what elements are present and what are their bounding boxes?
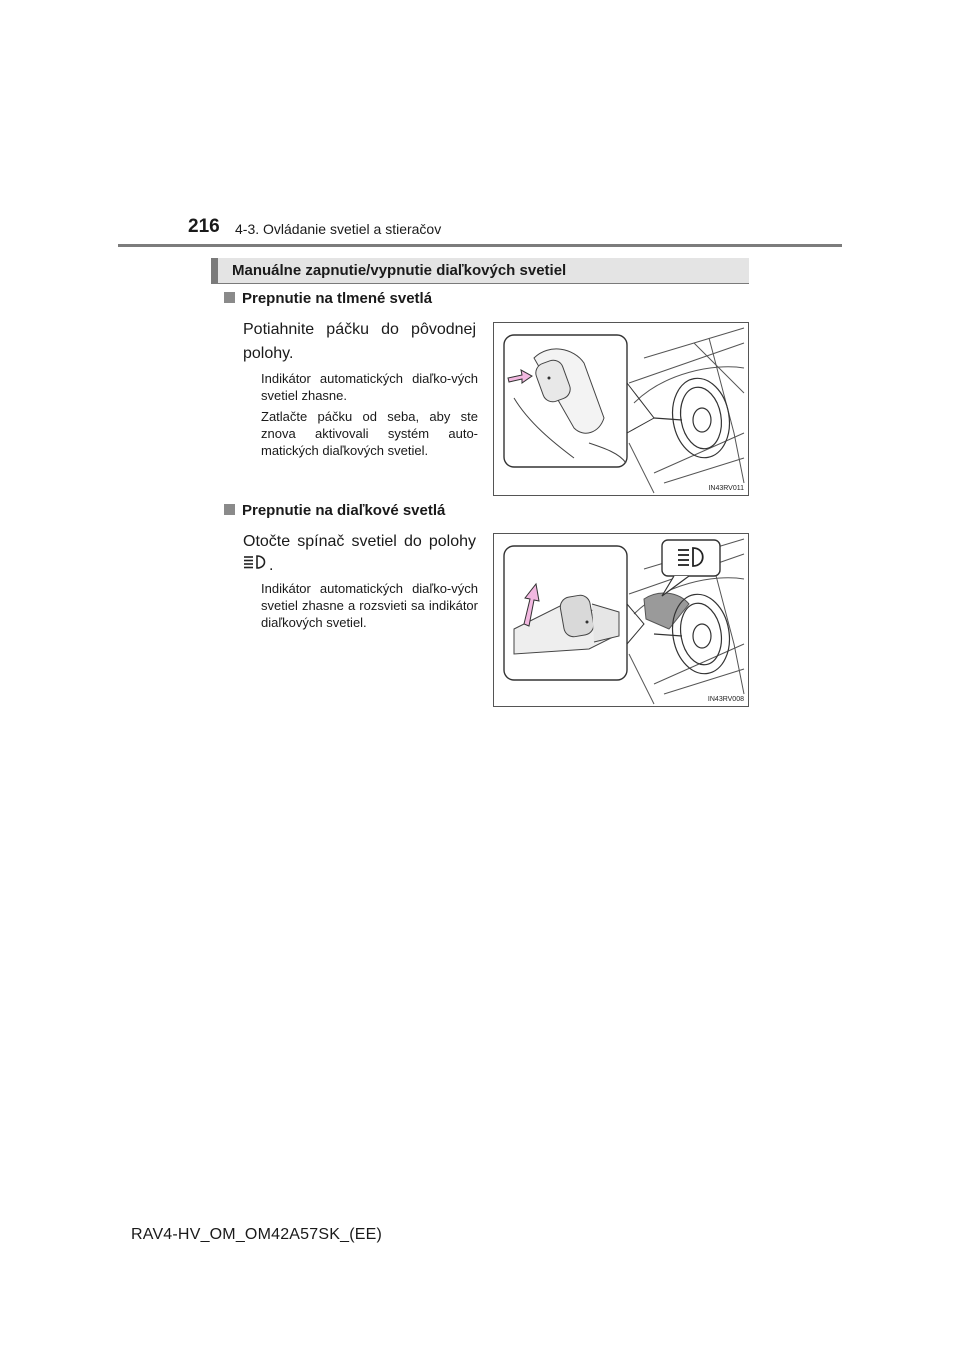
chapter-title: 4-3. Ovládanie svetiel a stieračov — [235, 221, 442, 237]
lead-text-high-beam — [243, 530, 476, 578]
figure-code: IN43RV011 — [708, 485, 744, 492]
subheading-text: Prepnutie na tlmené svetlá — [242, 290, 433, 307]
figure-code: IN43RV008 — [707, 696, 744, 703]
lead-text-period: . — [269, 557, 274, 575]
section-banner — [211, 258, 749, 284]
subheading-low-beam — [224, 290, 432, 307]
page-number: 216 — [188, 216, 220, 237]
note-3: Indikátor automatických diaľko-vých svetiel zhasne a rozsvieti sa indikátor diaľkových svetiel. — [261, 581, 478, 630]
footer-code: RAV4-HV_OM_OM42A57SK_(EE) — [131, 1226, 383, 1243]
figure-lever-rotate — [493, 533, 749, 707]
bullet-square-icon — [224, 504, 235, 515]
subheading-high-beam — [224, 502, 445, 519]
section-title: Manuálne zapnutie/vypnutie diaľkových svetiel — [232, 262, 567, 279]
high-beam-icon — [243, 554, 269, 578]
note-1: Indikátor automatických diaľko-vých svetiel zhasne. — [261, 371, 478, 403]
subheading-text: Prepnutie na diaľkové svetlá — [242, 502, 446, 519]
note-2: Zatlačte páčku od seba, aby ste znova aktivovali systém auto-matických diaľkových svetiel. — [261, 409, 478, 458]
bullet-square-icon — [224, 292, 235, 303]
lead-text-low-beam: Potiahnite páčku do pôvodnej polohy. — [243, 321, 476, 362]
figure-lever-pull — [493, 322, 749, 496]
header-rule — [118, 244, 842, 247]
lead-text-part: Otočte spínač svetiel do polohy — [243, 533, 476, 550]
